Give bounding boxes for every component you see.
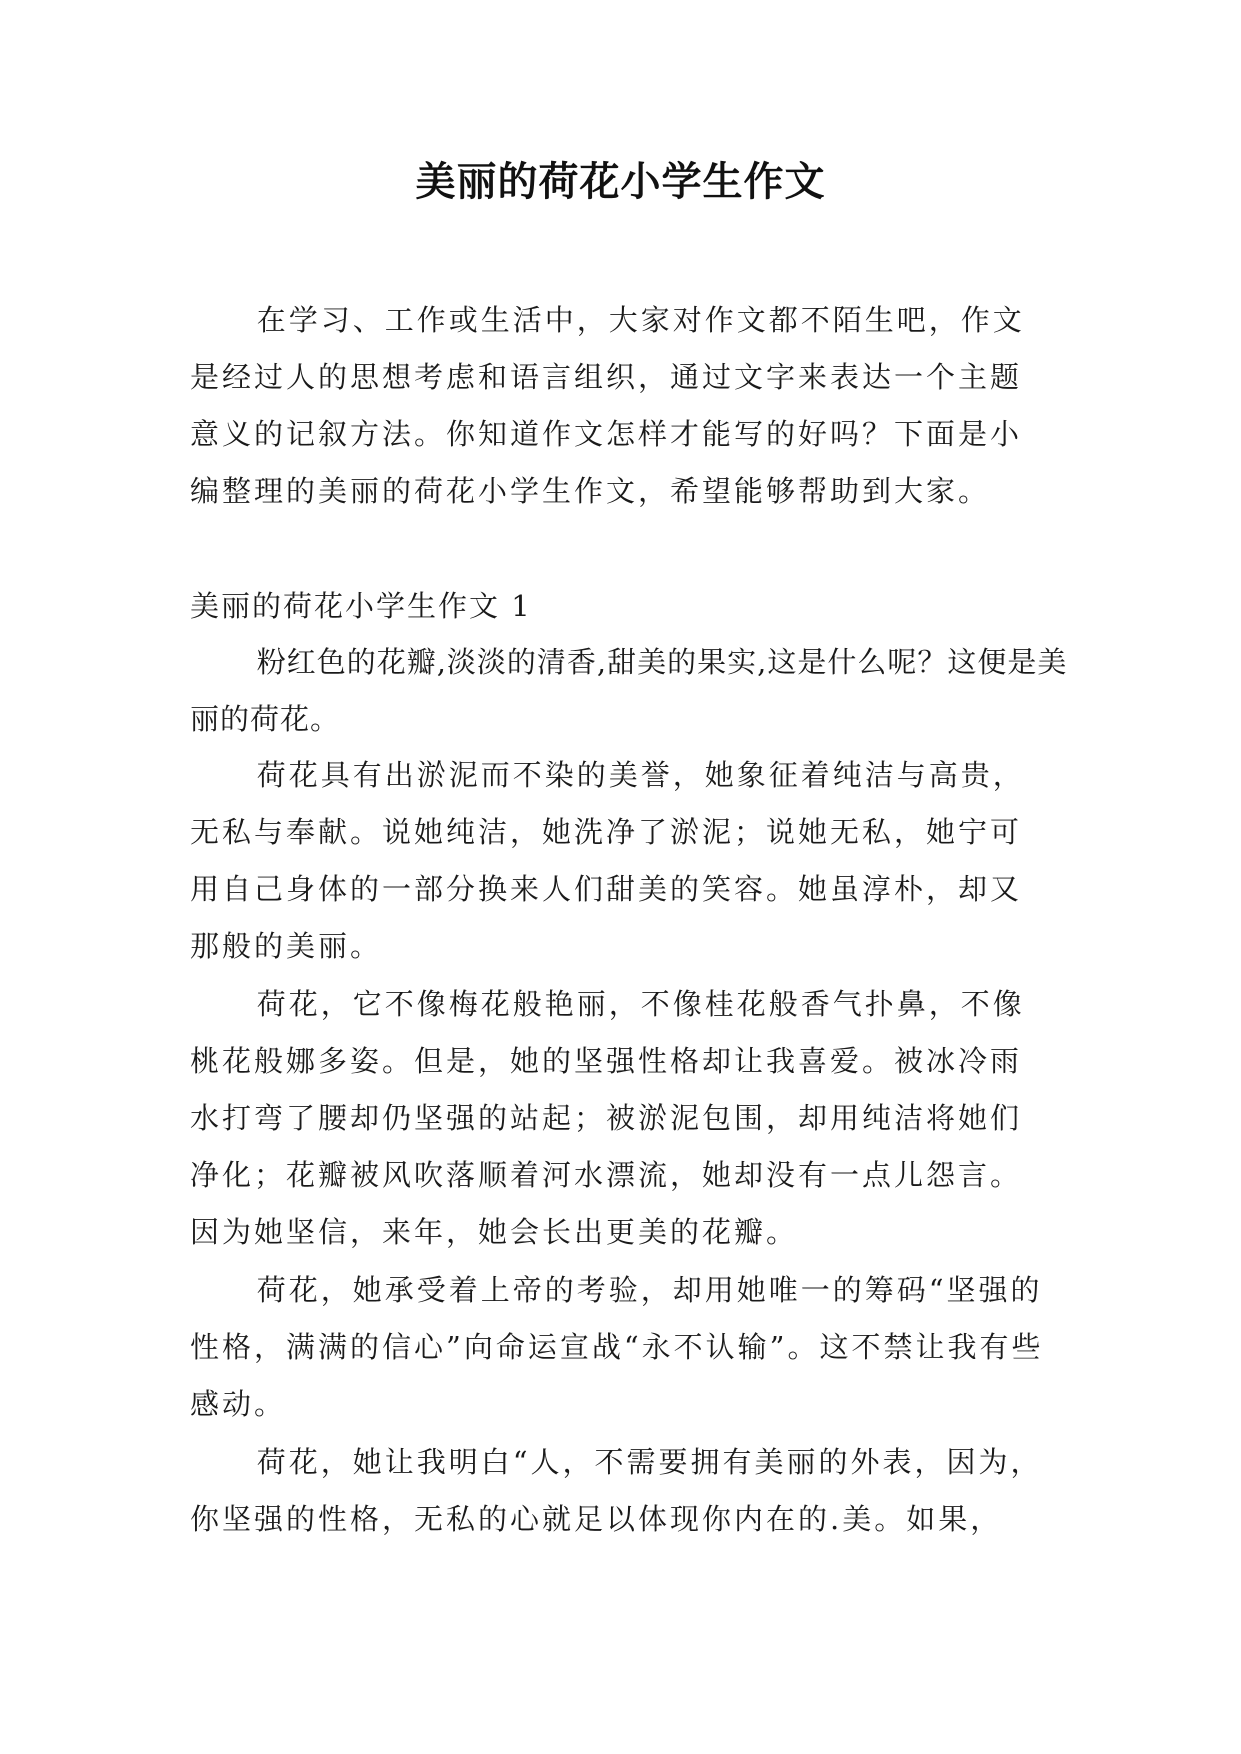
body-paragraph-5: 荷花，她让我明白“人，不需要拥有美丽的外表，因为，你坚强的性格，无私的心就足以体现你内在的.美。如果， xyxy=(190,1445,1043,1536)
body-paragraph-3: 荷花，它不像梅花般艳丽，不像桂花般香气扑鼻，不像桃花般娜多姿。但是，她的坚强性格却让我喜爱。被冰冷雨水打弯了腰却仍坚强的站起；被淤泥包围，却用纯洁将她们净化；花瓣被风吹落顺着河水漂流，她却没有一点儿怨言。因为她坚信，来年，她会长出更美的花瓣。 xyxy=(190,987,1025,1249)
intro-paragraph: 在学习、工作或生活中，大家对作文都不陌生吧，作文是经过人的思想考虑和语言组织，通过文字来表达一个主题意义的记叙方法。你知道作文怎样才能写的好吗？下面是小编整理的美丽的荷花小学生作文，希望能够帮助到大家。 xyxy=(190,303,1025,508)
body-paragraph-2: 荷花具有出淤泥而不染的美誉，她象征着纯洁与高贵，无私与奉献。说她纯洁，她洗净了淤泥；说她无私，她宁可用自己身体的一部分换来人们甜美的笑容。她虽淳朴，却又那般的美丽。 xyxy=(190,758,1025,963)
body-paragraph-4: 荷花，她承受着上帝的考验，却用她唯一的筹码“坚强的性格，满满的信心”向命运宣战“永不认输”。这不禁让我有些感动。 xyxy=(190,1273,1044,1421)
body-paragraph-1: 粉红色的花瓣,淡淡的清香,甜美的果实,这是什么呢？这便是美丽的荷花。 xyxy=(190,645,1068,736)
section-heading: 美丽的荷花小学生作文 1 xyxy=(190,589,532,623)
document-title: 美丽的荷花小学生作文 xyxy=(415,158,826,205)
